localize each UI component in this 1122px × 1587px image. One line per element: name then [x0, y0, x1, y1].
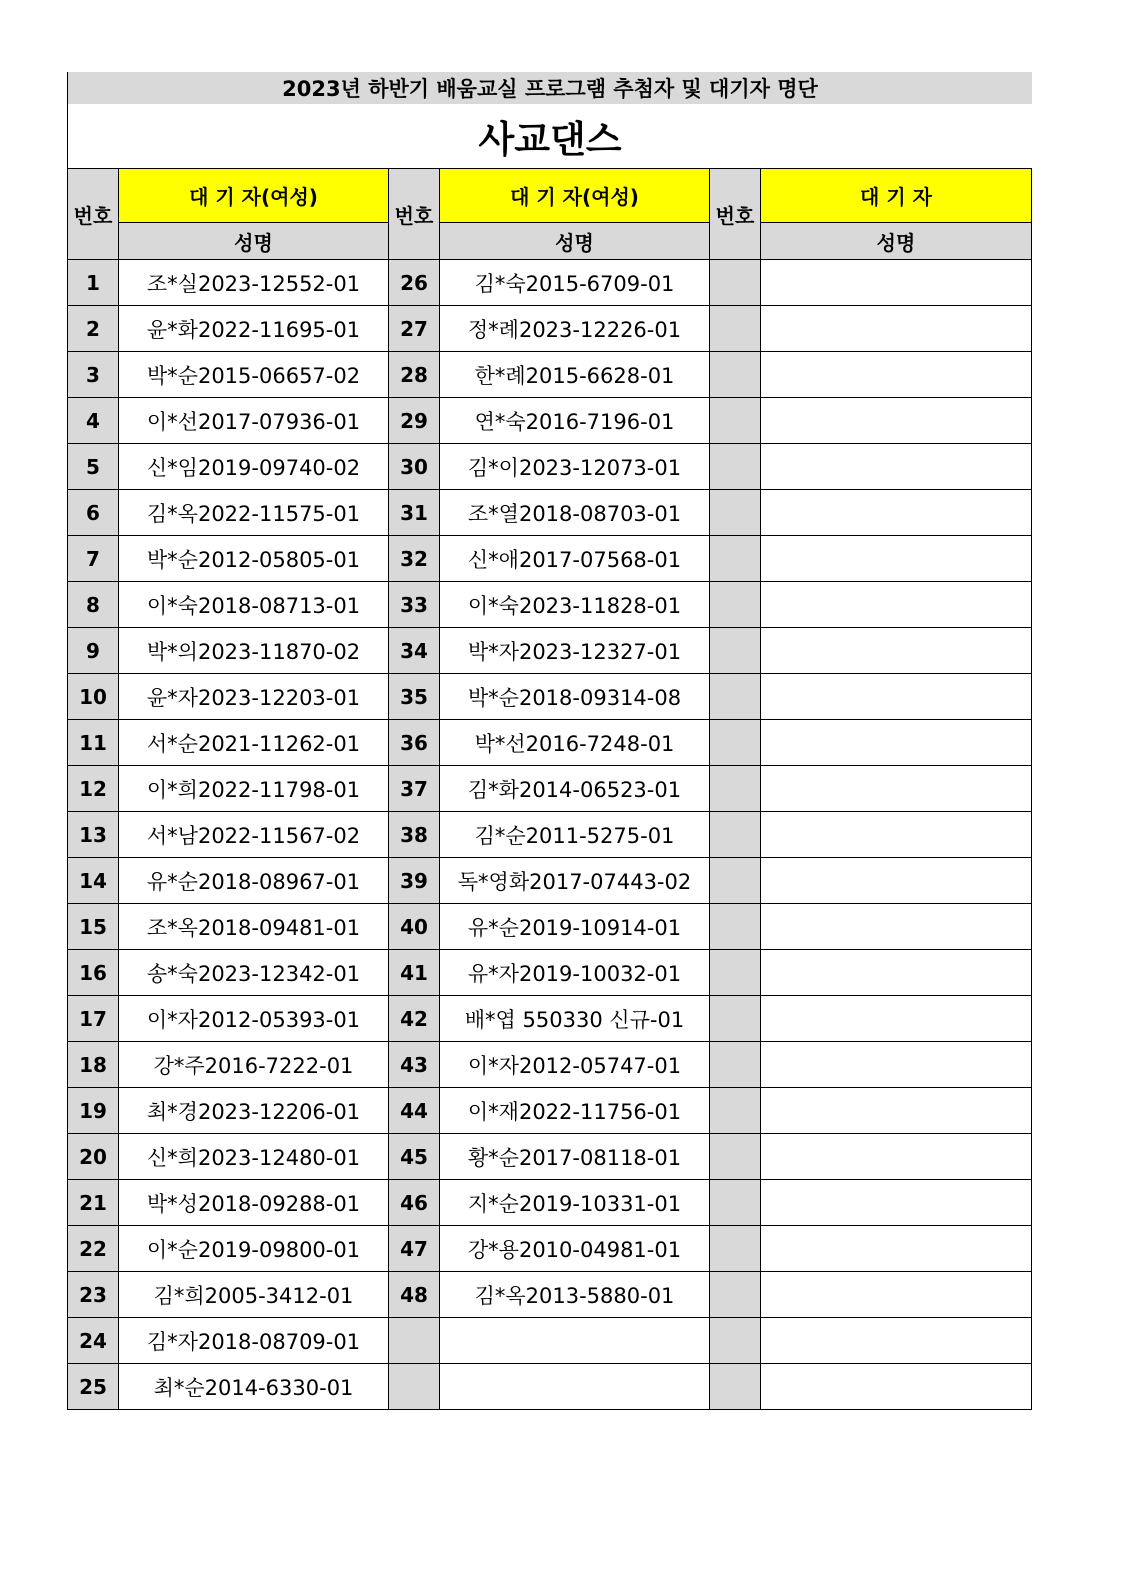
table-row: [68, 398, 1032, 444]
row-number: [710, 398, 761, 444]
column-header-waitlist-female: 대 기 자(여성): [119, 169, 389, 223]
row-number: [710, 1180, 761, 1226]
row-number: 16: [68, 950, 119, 996]
row-number: 32: [389, 536, 440, 582]
row-number: 7: [68, 536, 119, 582]
column-header-waitlist-female: 대 기 자(여성): [440, 169, 710, 223]
row-name: 유*자2019-10032-01: [440, 950, 710, 996]
row-name: 이*순2019-09800-01: [119, 1226, 389, 1272]
row-name: [761, 904, 1032, 950]
page-title: 사교댄스: [67, 104, 1032, 168]
row-number: 37: [389, 766, 440, 812]
row-number: 25: [68, 1364, 119, 1410]
row-name: 박*성2018-09288-01: [119, 1180, 389, 1226]
row-name: 조*실2023-12552-01: [119, 260, 389, 306]
row-number: 12: [68, 766, 119, 812]
row-number: 3: [68, 352, 119, 398]
row-name: [761, 260, 1032, 306]
row-number: [710, 1042, 761, 1088]
header-row: [68, 169, 1032, 223]
table-row: [68, 306, 1032, 352]
row-number: 30: [389, 444, 440, 490]
row-number: 34: [389, 628, 440, 674]
row-number: 19: [68, 1088, 119, 1134]
row-name: [761, 950, 1032, 996]
row-name: 황*순2017-08118-01: [440, 1134, 710, 1180]
row-name: [761, 398, 1032, 444]
row-number: 5: [68, 444, 119, 490]
row-name: [761, 674, 1032, 720]
row-number: 11: [68, 720, 119, 766]
row-name: 최*경2023-12206-01: [119, 1088, 389, 1134]
row-number: 24: [68, 1318, 119, 1364]
row-number: 2: [68, 306, 119, 352]
row-name: 한*례2015-6628-01: [440, 352, 710, 398]
row-name: 김*옥2022-11575-01: [119, 490, 389, 536]
column-header-name: 성명: [761, 223, 1032, 260]
row-number: 4: [68, 398, 119, 444]
table-row: [68, 674, 1032, 720]
row-name: 조*옥2018-09481-01: [119, 904, 389, 950]
table-row: [68, 352, 1032, 398]
row-number: [710, 1226, 761, 1272]
row-number: [389, 1364, 440, 1410]
row-name: 박*자2023-12327-01: [440, 628, 710, 674]
page-banner: 2023년 하반기 배움교실 프로그램 추첨자 및 대기자 명단: [67, 72, 1032, 104]
row-number: 26: [389, 260, 440, 306]
waitlist-table: [67, 168, 1032, 1410]
row-name: 유*순2018-08967-01: [119, 858, 389, 904]
row-number: [710, 996, 761, 1042]
row-name: [761, 1180, 1032, 1226]
row-name: 신*희2023-12480-01: [119, 1134, 389, 1180]
row-number: [710, 1272, 761, 1318]
row-number: [710, 536, 761, 582]
row-name: 배*엽 550330 신규-01: [440, 996, 710, 1042]
row-number: 21: [68, 1180, 119, 1226]
row-name: [761, 444, 1032, 490]
row-number: 14: [68, 858, 119, 904]
row-number: 46: [389, 1180, 440, 1226]
table-row: [68, 1088, 1032, 1134]
row-number: 9: [68, 628, 119, 674]
row-name: 박*순2015-06657-02: [119, 352, 389, 398]
table-row: [68, 1364, 1032, 1410]
row-name: 이*자2012-05747-01: [440, 1042, 710, 1088]
row-name: 서*순2021-11262-01: [119, 720, 389, 766]
row-name: 이*숙2023-11828-01: [440, 582, 710, 628]
row-number: [710, 904, 761, 950]
column-header-name: 성명: [119, 223, 389, 260]
column-header-number: 번호: [389, 169, 440, 260]
row-number: 31: [389, 490, 440, 536]
table-row: [68, 490, 1032, 536]
row-name: [761, 1134, 1032, 1180]
table-row: [68, 1134, 1032, 1180]
row-number: 45: [389, 1134, 440, 1180]
row-name: [761, 858, 1032, 904]
row-number: 22: [68, 1226, 119, 1272]
row-name: [761, 1272, 1032, 1318]
row-name: 박*선2016-7248-01: [440, 720, 710, 766]
row-number: 35: [389, 674, 440, 720]
row-number: [710, 858, 761, 904]
row-number: 20: [68, 1134, 119, 1180]
row-number: 33: [389, 582, 440, 628]
row-name: [761, 490, 1032, 536]
row-number: [710, 950, 761, 996]
row-number: [710, 1318, 761, 1364]
row-name: 송*숙2023-12342-01: [119, 950, 389, 996]
row-name: 신*애2017-07568-01: [440, 536, 710, 582]
row-number: [710, 444, 761, 490]
row-name: 김*숙2015-6709-01: [440, 260, 710, 306]
table-row: [68, 766, 1032, 812]
row-name: [761, 1042, 1032, 1088]
column-header-waitlist: 대 기 자: [761, 169, 1032, 223]
row-number: 13: [68, 812, 119, 858]
row-name: 김*자2018-08709-01: [119, 1318, 389, 1364]
row-name: 김*희2005-3412-01: [119, 1272, 389, 1318]
column-header-name: 성명: [440, 223, 710, 260]
row-number: 18: [68, 1042, 119, 1088]
row-number: [710, 582, 761, 628]
row-name: [761, 766, 1032, 812]
row-name: [761, 720, 1032, 766]
row-name: [761, 352, 1032, 398]
row-number: [710, 490, 761, 536]
row-name: 윤*자2023-12203-01: [119, 674, 389, 720]
row-name: [761, 582, 1032, 628]
row-name: [440, 1364, 710, 1410]
row-number: [710, 306, 761, 352]
row-name: [761, 628, 1032, 674]
row-number: [710, 1364, 761, 1410]
row-number: 10: [68, 674, 119, 720]
subheader-row: [68, 223, 1032, 260]
row-name: 이*재2022-11756-01: [440, 1088, 710, 1134]
table-row: [68, 950, 1032, 996]
row-number: [710, 674, 761, 720]
table-row: [68, 1272, 1032, 1318]
row-number: [710, 260, 761, 306]
row-name: 조*열2018-08703-01: [440, 490, 710, 536]
row-name: [761, 1226, 1032, 1272]
row-number: 28: [389, 352, 440, 398]
row-name: 독*영화2017-07443-02: [440, 858, 710, 904]
row-name: 김*이2023-12073-01: [440, 444, 710, 490]
table-row: [68, 1180, 1032, 1226]
row-name: 김*화2014-06523-01: [440, 766, 710, 812]
row-number: 47: [389, 1226, 440, 1272]
row-number: 29: [389, 398, 440, 444]
row-number: 43: [389, 1042, 440, 1088]
row-name: 이*희2022-11798-01: [119, 766, 389, 812]
row-number: 17: [68, 996, 119, 1042]
row-name: 이*선2017-07936-01: [119, 398, 389, 444]
row-number: 6: [68, 490, 119, 536]
column-header-number: 번호: [68, 169, 119, 260]
row-name: [761, 536, 1032, 582]
table-row: [68, 996, 1032, 1042]
row-number: [710, 812, 761, 858]
row-number: [710, 628, 761, 674]
row-number: [710, 1134, 761, 1180]
row-name: 강*용2010-04981-01: [440, 1226, 710, 1272]
table-row: [68, 858, 1032, 904]
table-row: [68, 720, 1032, 766]
row-name: [761, 1088, 1032, 1134]
row-name: 김*순2011-5275-01: [440, 812, 710, 858]
row-number: 42: [389, 996, 440, 1042]
table-row: [68, 812, 1032, 858]
row-name: 서*남2022-11567-02: [119, 812, 389, 858]
roster-sheet: [67, 72, 1032, 1410]
table-row: [68, 628, 1032, 674]
row-name: 박*순2012-05805-01: [119, 536, 389, 582]
row-number: 36: [389, 720, 440, 766]
table-row: [68, 582, 1032, 628]
row-name: 정*례2023-12226-01: [440, 306, 710, 352]
row-number: 48: [389, 1272, 440, 1318]
row-name: 신*임2019-09740-02: [119, 444, 389, 490]
row-name: 김*옥2013-5880-01: [440, 1272, 710, 1318]
row-name: [761, 996, 1032, 1042]
row-name: [761, 812, 1032, 858]
table-row: [68, 444, 1032, 490]
row-number: [710, 720, 761, 766]
row-name: 윤*화2022-11695-01: [119, 306, 389, 352]
row-number: 39: [389, 858, 440, 904]
row-name: [440, 1318, 710, 1364]
row-name: 유*순2019-10914-01: [440, 904, 710, 950]
row-number: 44: [389, 1088, 440, 1134]
table-row: [68, 1042, 1032, 1088]
row-number: 38: [389, 812, 440, 858]
row-name: 이*숙2018-08713-01: [119, 582, 389, 628]
row-name: 박*순2018-09314-08: [440, 674, 710, 720]
row-number: 8: [68, 582, 119, 628]
row-name: 강*주2016-7222-01: [119, 1042, 389, 1088]
column-header-number: 번호: [710, 169, 761, 260]
table-row: [68, 1226, 1032, 1272]
row-name: [761, 1364, 1032, 1410]
row-name: [761, 306, 1032, 352]
row-name: 박*의2023-11870-02: [119, 628, 389, 674]
row-number: 27: [389, 306, 440, 352]
row-number: 41: [389, 950, 440, 996]
row-name: 최*순2014-6330-01: [119, 1364, 389, 1410]
row-number: [710, 1088, 761, 1134]
row-number: 15: [68, 904, 119, 950]
row-name: 연*숙2016-7196-01: [440, 398, 710, 444]
row-name: 지*순2019-10331-01: [440, 1180, 710, 1226]
row-number: 23: [68, 1272, 119, 1318]
row-number: [389, 1318, 440, 1364]
table-row: [68, 1318, 1032, 1364]
row-number: [710, 352, 761, 398]
row-number: 40: [389, 904, 440, 950]
table-row: [68, 536, 1032, 582]
table-row: [68, 260, 1032, 306]
row-number: [710, 766, 761, 812]
row-number: 1: [68, 260, 119, 306]
row-name: 이*자2012-05393-01: [119, 996, 389, 1042]
row-name: [761, 1318, 1032, 1364]
table-row: [68, 904, 1032, 950]
